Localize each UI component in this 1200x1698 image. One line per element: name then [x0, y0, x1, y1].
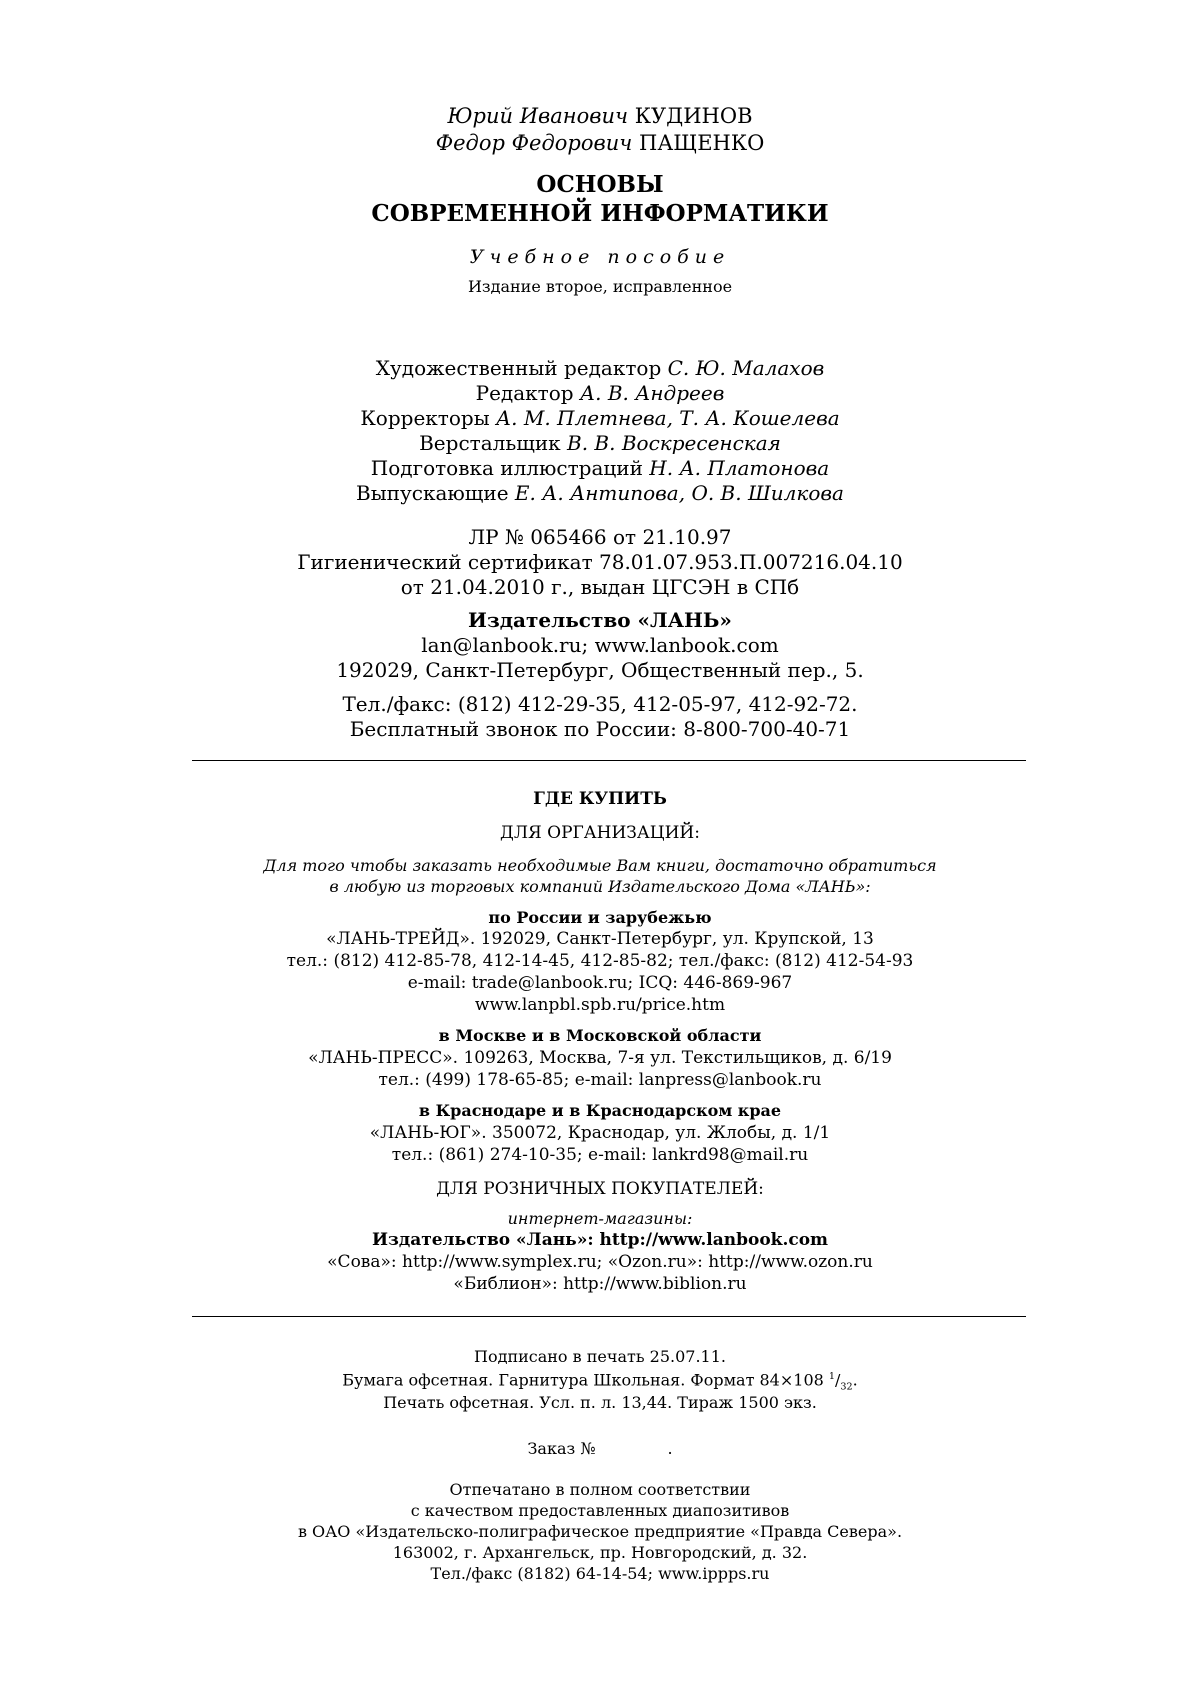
retail-line: «Сова»: http://www.symplex.ru; «Ozon.ru»: http://www.ozon.ru [327, 1252, 873, 1272]
publisher-phone: Тел./факс: (812) 412-29-35, 412-05-97, 412-92-72. [342, 692, 858, 716]
publisher-name: Издательство «ЛАНЬ» [468, 608, 732, 632]
krasnodar-line: тел.: (861) 274-10-35; e-mail: lankrd98@mail.ru [391, 1145, 809, 1165]
staff-role: Подготовка иллюстраций [370, 456, 643, 480]
staff-name: Е. А. Антипова, О. В. Шилкова [514, 481, 844, 505]
moscow-line: тел.: (499) 178-65-85; e-mail: lanpress@lanbook.ru [378, 1070, 822, 1090]
region-heading-moscow: в Москве и в Московской области [438, 1026, 762, 1045]
moscow-line: «ЛАНЬ-ПРЕСС». 109263, Москва, 7-я ул. Текстильщиков, д. 6/19 [308, 1048, 892, 1068]
author-1-names: Юрий Иванович [447, 104, 629, 128]
author-2-surname: ПАЩЕНКО [639, 131, 765, 155]
krasnodar-line: «ЛАНЬ-ЮГ». 350072, Краснодар, ул. Жлобы, д. 1/1 [369, 1123, 831, 1143]
organizations-note: в любую из торговых компаний Издательского Дома «ЛАНЬ»: [329, 877, 871, 896]
staff-role: Выпускающие [356, 481, 509, 505]
staff-row [0, 457, 1200, 480]
printed-note: 163002, г. Архангельск, пр. Новгородский, д. 32. [392, 1543, 808, 1562]
publisher-address: 192029, Санкт-Петербург, Общественный пер., 5. [336, 658, 864, 682]
staff-row [0, 357, 1200, 380]
format-slash: / [835, 1370, 841, 1390]
format-end: . [852, 1370, 858, 1390]
paper-format-text: Бумага офсетная. Гарнитура Школьная. Формат 84×108 [342, 1370, 829, 1390]
staff-name: А. В. Андреев [579, 381, 725, 405]
retail-subheading: интернет-магазины: [507, 1209, 693, 1228]
staff-row [0, 407, 1200, 430]
organizations-heading: ДЛЯ ОРГАНИЗАЦИЙ: [500, 823, 700, 843]
russia-line: тел.: (812) 412-85-78, 412-14-45, 412-85-82; тел./факс: (812) 412-54-93 [286, 951, 914, 971]
order-dot: . [667, 1439, 673, 1458]
staff-name: С. Ю. Малахов [667, 356, 825, 380]
staff-role: Корректоры [360, 406, 490, 430]
organizations-note: Для того чтобы заказать необходимые Вам книги, достаточно обратиться [263, 856, 937, 875]
russia-line: www.lanpbl.spb.ru/price.htm [474, 995, 726, 1015]
author-2 [0, 131, 1200, 155]
publisher-free-call: Бесплатный звонок по России: 8-800-700-40-71 [349, 717, 851, 741]
edition: Издание второе, исправленное [467, 277, 733, 296]
printed-note: с качеством предоставленных диапозитивов [410, 1501, 790, 1520]
staff-name: А. М. Плетнева, Т. А. Кошелева [495, 406, 840, 430]
author-2-names: Федор Федорович [435, 131, 633, 155]
certificate-issued: от 21.04.2010 г., выдан ЦГСЭН в СПб [400, 575, 800, 599]
title-line-2: СОВРЕМЕННОЙ ИНФОРМАТИКИ [371, 200, 829, 227]
signed-to-print: Подписано в печать 25.07.11. [474, 1347, 726, 1366]
divider [192, 760, 1026, 761]
retail-line: «Библион»: http://www.biblion.ru [453, 1274, 747, 1294]
staff-row [0, 432, 1200, 455]
printed-note: Отпечатано в полном соответствии [449, 1480, 751, 1499]
subtitle: Учебное пособие [469, 246, 731, 268]
paper-format [0, 1371, 1200, 1393]
title-line-1: ОСНОВЫ [536, 171, 664, 198]
russia-line: e-mail: trade@lanbook.ru; ICQ: 446-869-967 [407, 973, 793, 993]
retail-heading: ДЛЯ РОЗНИЧНЫХ ПОКУПАТЕЛЕЙ: [436, 1179, 764, 1199]
divider [192, 1316, 1026, 1317]
staff-name: Н. А. Платонова [649, 456, 830, 480]
order-label: Заказ № [527, 1439, 596, 1458]
order-number [0, 1440, 1200, 1458]
retail-line: Издательство «Лань»: http://www.lanbook.com [371, 1230, 829, 1250]
author-1 [0, 104, 1200, 128]
staff-role: Художественный редактор [375, 356, 662, 380]
staff-role: Верстальщик [419, 431, 561, 455]
region-heading-krasnodar: в Краснодаре и в Краснодарском крае [418, 1101, 782, 1120]
staff-row [0, 382, 1200, 405]
staff-row [0, 482, 1200, 505]
where-to-buy-heading: ГДЕ КУПИТЬ [533, 789, 667, 809]
russia-line: «ЛАНЬ-ТРЕЙД». 192029, Санкт-Петербург, ул. Крупской, 13 [326, 929, 874, 949]
hygiene-certificate: Гигиенический сертификат 78.01.07.953.П.007216.04.10 [297, 550, 903, 574]
printed-note: Тел./факс (8182) 64-14-54; www.ippps.ru [430, 1564, 770, 1583]
format-numerator: 1 [828, 1371, 835, 1382]
print-run: Печать офсетная. Усл. п. л. 13,44. Тираж 1500 экз. [383, 1393, 817, 1412]
staff-name: В. В. Воскресенская [567, 431, 781, 455]
publisher-web: lan@lanbook.ru; www.lanbook.com [421, 633, 779, 657]
staff-role: Редактор [475, 381, 574, 405]
license-lr: ЛР № 065466 от 21.10.97 [468, 525, 732, 549]
region-heading-russia: по России и зарубежью [488, 908, 712, 927]
author-1-surname: КУДИНОВ [634, 104, 753, 128]
format-denominator: 32 [840, 1381, 853, 1393]
printed-note: в ОАО «Издательско-полиграфическое предприятие «Правда Севера». [297, 1522, 903, 1541]
